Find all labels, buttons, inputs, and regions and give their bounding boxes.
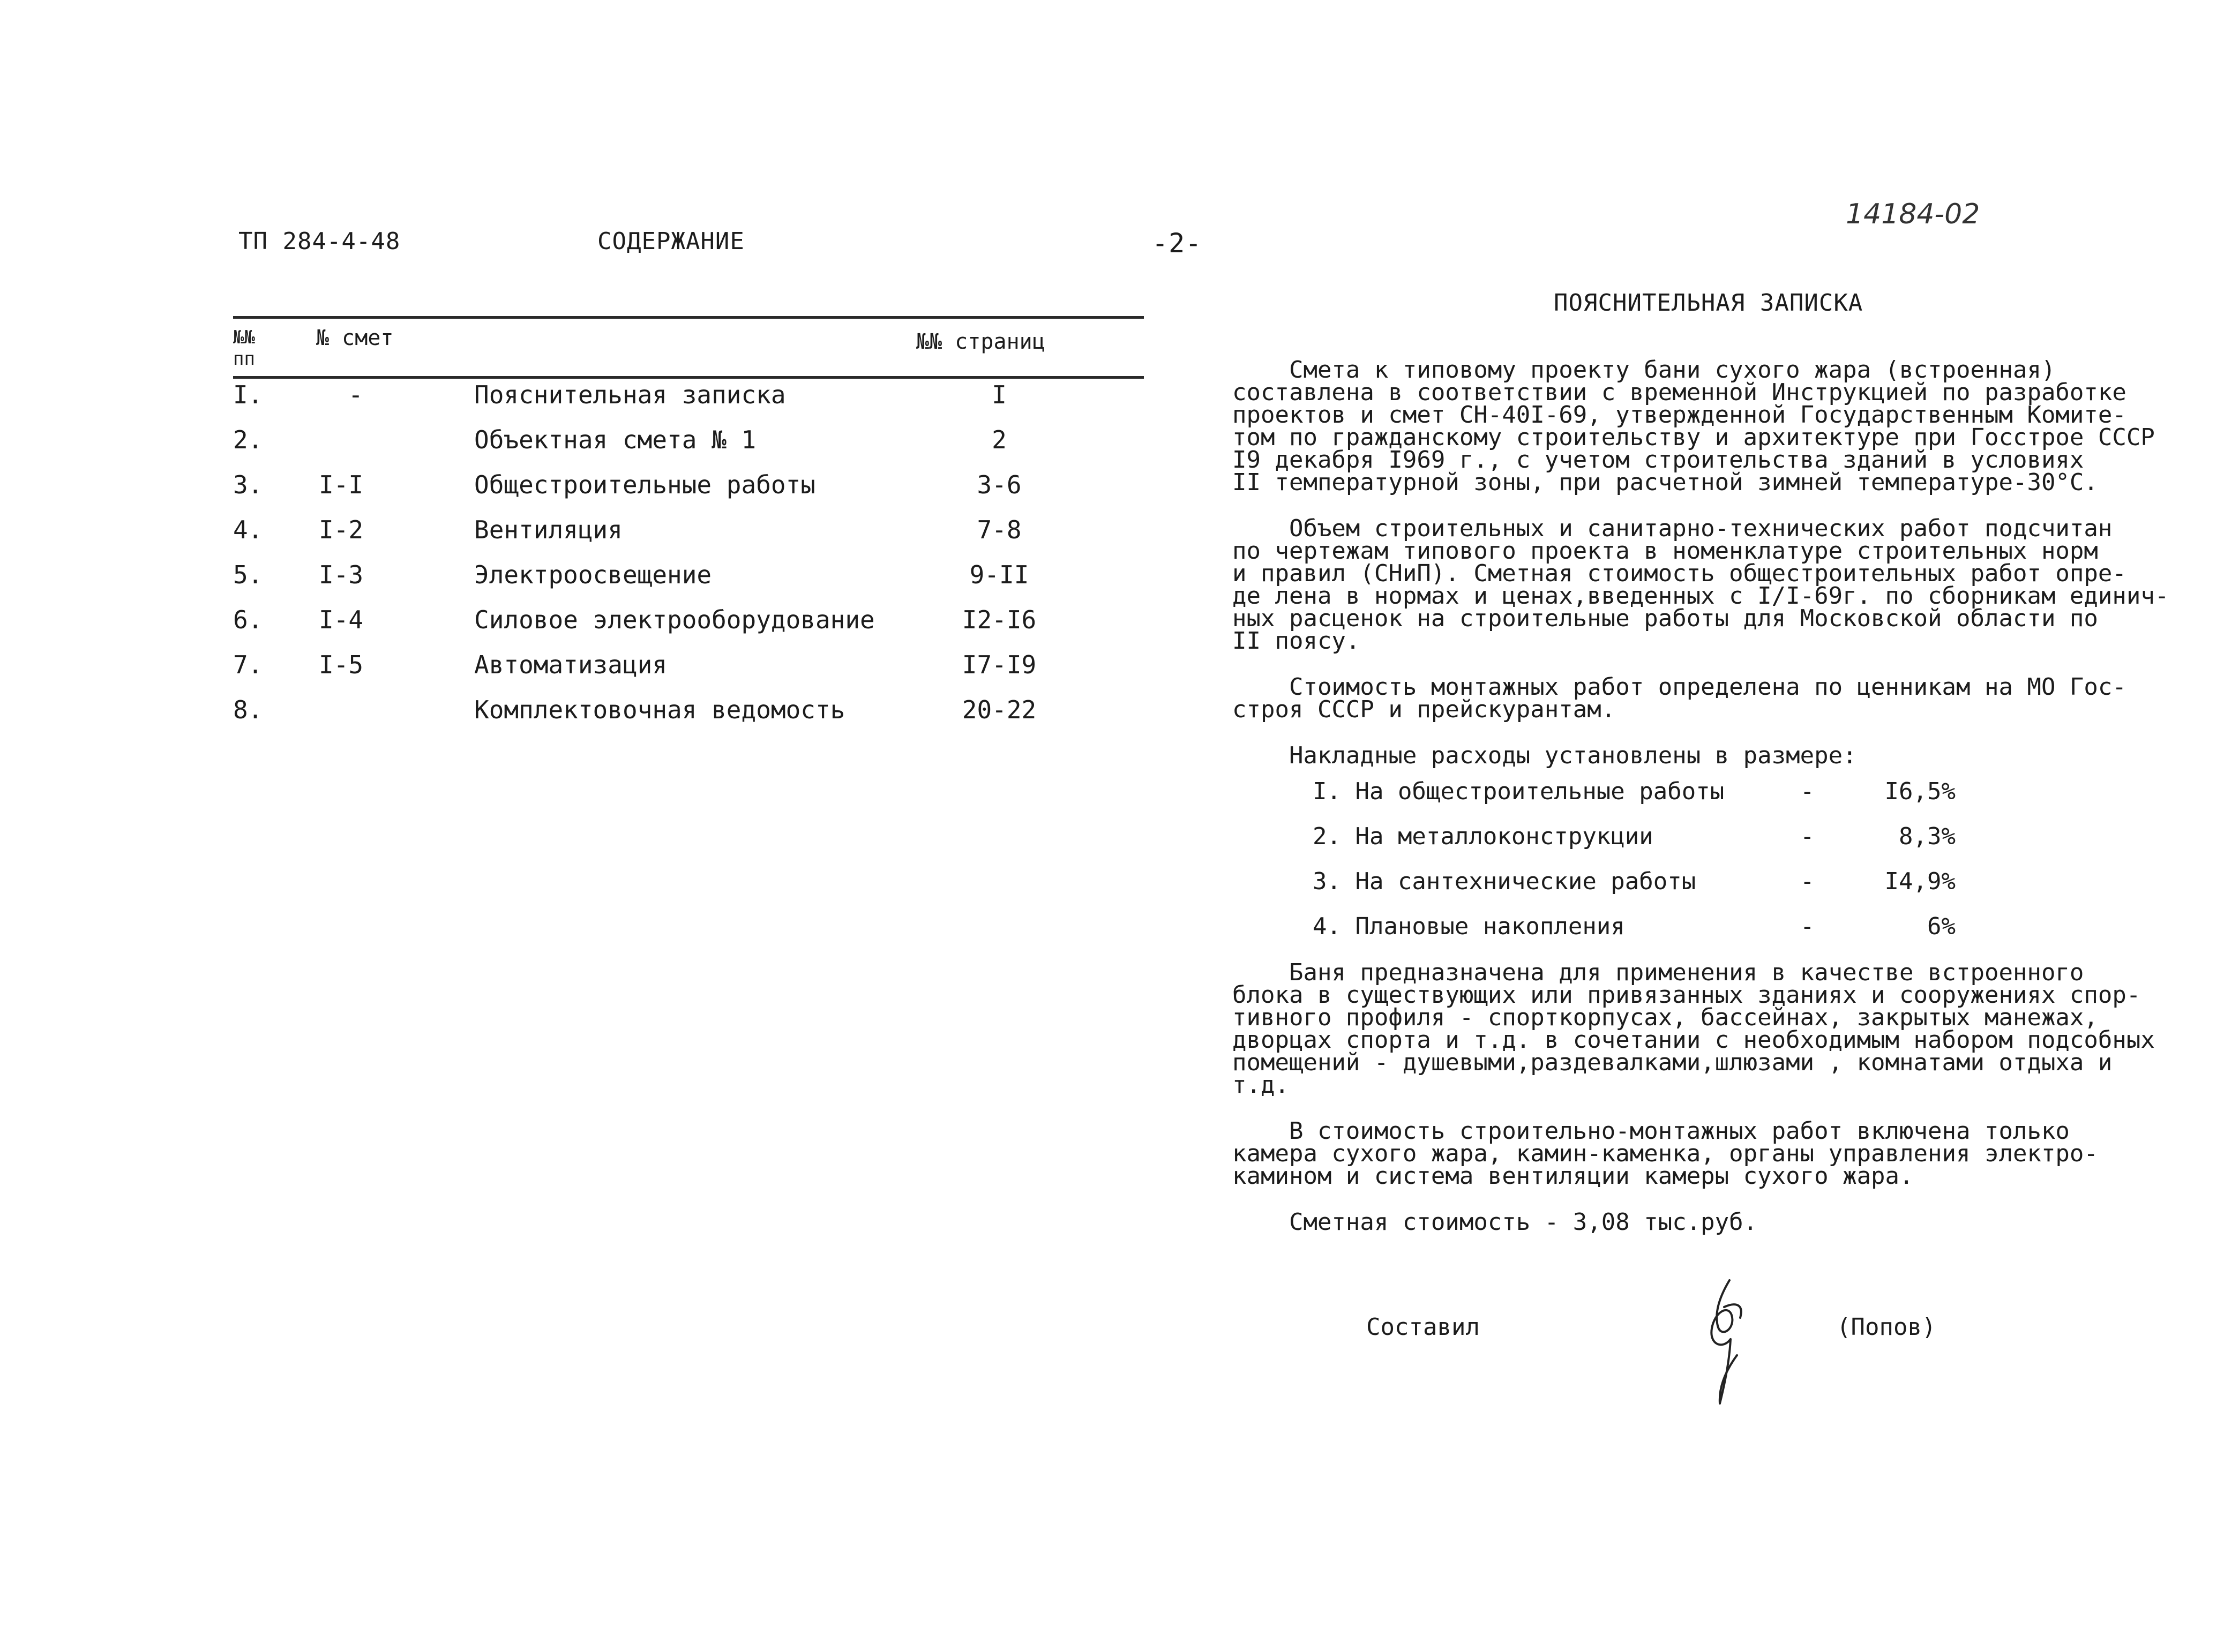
toc-row-pages: 7-8 (977, 515, 1022, 544)
toc-row-pages: 3-6 (977, 470, 1022, 499)
rate-value: 8,3% (1899, 823, 1956, 850)
toc-top-rule (233, 316, 1144, 319)
toc-table (233, 380, 1144, 740)
toc-row (233, 560, 1144, 605)
note-paragraph: Накладные расходы установлены в размере: (1232, 742, 1857, 769)
toc-row (233, 425, 1144, 470)
toc-row-estimate: I-I (319, 470, 364, 499)
toc-row-pages: 2 (992, 425, 1007, 454)
handwritten-signature (1698, 1275, 1757, 1409)
toc-header-rule (233, 376, 1144, 379)
rate-value: I6,5% (1884, 778, 1956, 805)
rate-label: 2. На металлоконструкции (1313, 823, 1653, 850)
rate-row (1313, 913, 1956, 958)
toc-row-title: Комплектовочная ведомость (474, 695, 845, 724)
toc-row-title: Вентиляция (474, 515, 623, 544)
toc-row-num: I. (233, 380, 263, 409)
toc-col-pages: №№ страниц (916, 329, 1045, 354)
rate-row (1313, 778, 1956, 823)
compiler-name: (Попов) (1837, 1313, 1936, 1341)
rate-dash: - (1800, 868, 1815, 895)
note-paragraph: Сметная стоимость - 3,08 тыс.руб. (1232, 1208, 1758, 1236)
toc-row-num: 5. (233, 560, 263, 589)
toc-row-pages: I (992, 380, 1007, 409)
rate-label: 4. Плановые накопления (1313, 913, 1625, 940)
overhead-rates-list (1313, 778, 1956, 958)
rate-label: 3. На сантехнические работы (1313, 868, 1696, 895)
compiled-by-label: Составил (1366, 1313, 1480, 1341)
toc-row-title: Электроосвещение (474, 560, 712, 589)
toc-row (233, 695, 1144, 740)
toc-row-pages: 9-II (969, 560, 1029, 589)
rate-dash: - (1800, 913, 1815, 940)
note-paragraph: Объем строительных и санитарно-технических работ подсчитан по чертежам типового проекта в номенклатуре строительных норм и правил (СНиП). Сметная стоимость общестроительных работ опре- де лена в нормах и ценах,введенных с I/I-69г. по сборникам единич- ных расценок на строительные работы для Московской области по II поясу. (1232, 515, 2169, 655)
project-code: ТП 284-4-48 (238, 228, 401, 255)
rate-row (1313, 823, 1956, 868)
note-paragraph: В стоимость строительно-монтажных работ включена только камера сухого жара, камин-каменка, органы управления электро- камином и система вентиляции камеры сухого жара. (1232, 1117, 2098, 1190)
toc-row-pages: I2-I6 (962, 605, 1037, 634)
toc-row-title: Пояснительная записка (474, 380, 786, 409)
toc-row-num: 3. (233, 470, 263, 499)
contents-title: СОДЕРЖАНИЕ (597, 228, 745, 255)
note-paragraph: Баня предназначена для применения в качестве встроенного блока в существующих или привязанных зданиях и сооружениях спор- тивного профиля - спорткорпусах, бассейнах, закрытых манежах, дворцах спорта и т.д. в сочетании с необходимым набором подсобных помещений - душевыми,раздевалками,шлюзами , комнатами отдыха и т.д. (1232, 959, 2155, 1099)
toc-row-estimate: I-5 (319, 650, 364, 679)
handwritten-document-number: 14184-02 (1846, 198, 1980, 230)
toc-row-estimate: I-3 (319, 560, 364, 589)
rate-dash: - (1800, 778, 1815, 805)
toc-row-pages: 20-22 (962, 695, 1037, 724)
rate-value: I4,9% (1884, 868, 1956, 895)
toc-row-estimate: I-2 (319, 515, 364, 544)
rate-dash: - (1800, 823, 1815, 850)
toc-row-title: Общестроительные работы (474, 470, 815, 499)
note-title: ПОЯСНИТЕЛЬНАЯ ЗАПИСКА (1554, 289, 1863, 317)
toc-row (233, 470, 1144, 515)
toc-row-estimate: I-4 (319, 605, 364, 634)
toc-row-title: Автоматизация (474, 650, 668, 679)
toc-row (233, 605, 1144, 650)
rate-row (1313, 868, 1956, 913)
toc-row-num: 4. (233, 515, 263, 544)
toc-col-num: №№ пп (233, 327, 255, 370)
toc-row-title: Силовое электрооборудование (474, 605, 875, 634)
toc-row-estimate: - (348, 380, 363, 409)
rate-label: I. На общестроительные работы (1313, 778, 1725, 805)
explanatory-note-continued (1232, 959, 2175, 1257)
toc-row (233, 380, 1144, 425)
toc-row-num: 6. (233, 605, 263, 634)
toc-row-num: 2. (233, 425, 263, 454)
toc-row (233, 650, 1144, 695)
explanatory-note (1232, 356, 2175, 791)
toc-row-num: 8. (233, 695, 263, 724)
toc-row (233, 515, 1144, 560)
toc-col-estimate: № смет (316, 326, 394, 350)
toc-row-num: 7. (233, 650, 263, 679)
page-number: -2- (1152, 228, 1202, 259)
toc-row-pages: I7-I9 (962, 650, 1037, 679)
rate-value: 6% (1927, 913, 1956, 940)
note-paragraph: Смета к типовому проекту бани сухого жара (встроенная) составлена в соответствии с временной Инструкцией по разработке проектов и смет СН-40I-69, утвержденной Государственным Комите- том по гражданскому строительству и архитектуре при Госстрое СССР I9 декабря I969 г., с учетом строительства зданий в условиях II температурной зоны, при расчетной зимней температуре-30°С. (1232, 356, 2155, 496)
toc-row-title: Объектная смета № 1 (474, 425, 757, 454)
note-paragraph: Стоимость монтажных работ определена по ценникам на МО Гос- строя СССР и прейскурантам. (1232, 673, 2126, 723)
